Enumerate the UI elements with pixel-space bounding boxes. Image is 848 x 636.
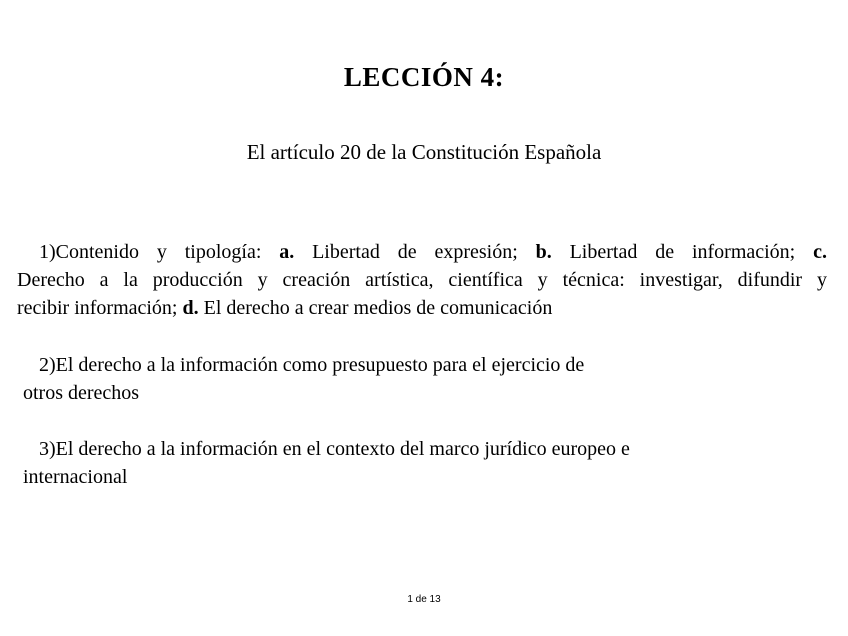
lesson-subtitle: El artículo 20 de la Constitución Española — [246, 140, 602, 164]
page-indicator: 1 de 13 — [407, 594, 441, 605]
topic-item-2 — [23, 351, 823, 407]
topic-item-1-line-1 — [17, 238, 827, 266]
text-c-end: recibir información; — [17, 297, 183, 319]
topic-item-3 — [23, 435, 823, 491]
text-a: Libertad de expresión; — [294, 241, 536, 263]
topic-item-1-prefix: 1)Contenido y tipología: — [39, 241, 280, 263]
topic-item-3-line-1: 3)El derecho a la información en el contexto del marco jurídico europeo e — [39, 438, 630, 460]
label-c: c. — [813, 241, 827, 263]
label-a: a. — [279, 241, 295, 263]
label-b: b. — [535, 241, 552, 263]
label-d: d. — [182, 297, 199, 319]
topic-item-3-line-2: internacional — [23, 466, 128, 488]
topic-item-1 — [17, 238, 827, 322]
text-b: Libertad de información; — [551, 241, 814, 263]
topic-item-2-line-1: 2)El derecho a la información como presupuesto para el ejercicio de — [39, 354, 585, 376]
topic-item-1-line-2: Derecho a la producción y creación artística, científica y técnica: investigar, difundir y — [17, 269, 827, 291]
topic-item-2-line-2: otros derechos — [23, 382, 140, 404]
topic-item-1-line-3 — [17, 294, 827, 322]
lesson-title: LECCIÓN 4: — [343, 62, 505, 92]
text-d: El derecho a crear medios de comunicación — [198, 297, 553, 319]
